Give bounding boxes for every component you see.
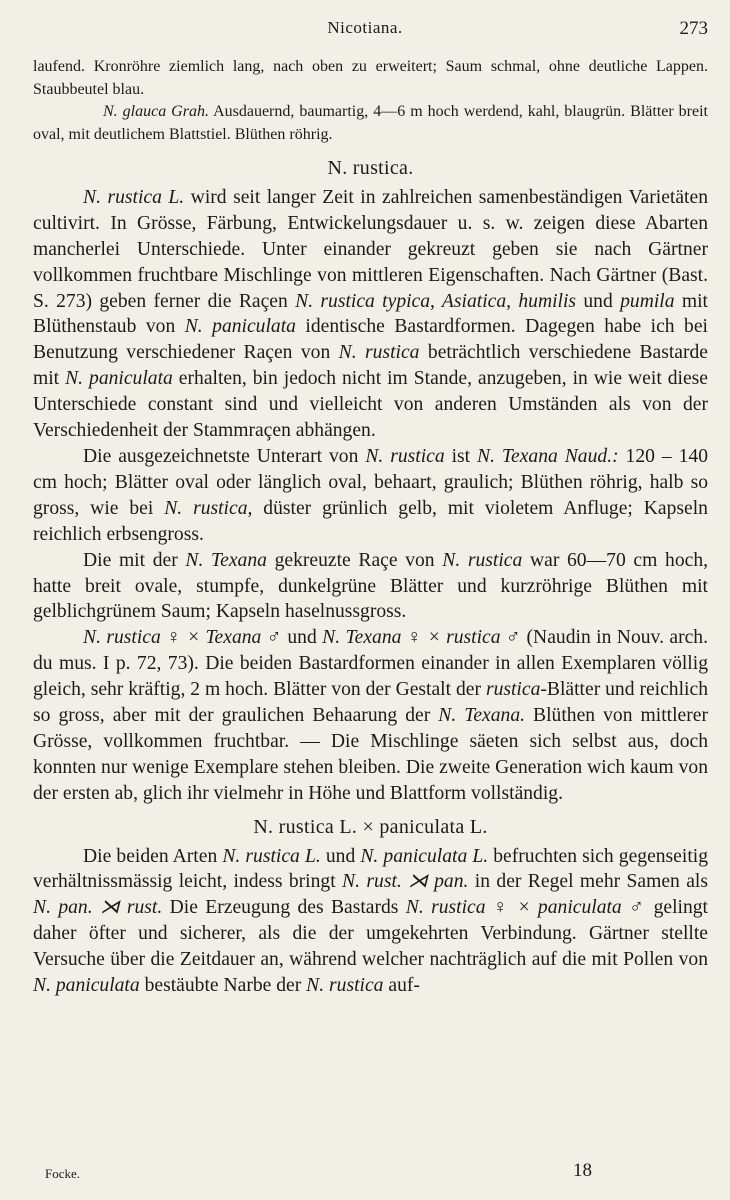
signature-mark: 18: [573, 1160, 592, 1181]
text: (Naudin in Nouv. arch. du mus. I p. 72, 73). Die beiden Bastardformen einander in allen Exemplaren völlig gleich, sehr kräftig, 2 m hoch. Blätter von der Gestalt der: [33, 627, 708, 701]
paragraph-2: [33, 444, 708, 548]
text: gekreuzte Raçe von: [266, 549, 443, 571]
text: ist: [444, 445, 478, 467]
page-header: [0, 14, 730, 44]
italic-text: rustica: [485, 679, 541, 701]
italic-text: N. Texana Naud.:: [477, 445, 619, 467]
italic-text: N. pan. ⋊ rust.: [33, 897, 163, 919]
text: Die ausgezeichnetste Unterart von: [83, 445, 366, 467]
italic-text: N. rustica L.: [83, 186, 185, 208]
text: -Blätter und reichlich so gross, aber mit der graulichen Behaarung der: [33, 679, 708, 727]
text: und: [281, 627, 323, 649]
paragraph-4: [33, 625, 708, 806]
italic-text: N. Texana: [185, 549, 267, 571]
text: wird seit langer Zeit in zahlreichen samenbeständigen Varietäten cultivirt. In Grösse, Färbung, Entwickelungsdauer u. s. w. zeigen diese Abarten mancherlei Unterschiede. Unter einander gekreuzt geben sie nach Gärtner vollkommen fruchtbare Mischlinge von mittleren Eigenschaften. Nach Gärtner (Bast. S. 273) geben ferner die Raçen: [33, 186, 708, 312]
text: und: [320, 845, 361, 867]
text: Die mit der: [83, 549, 186, 571]
italic-text: N. rustica: [365, 445, 445, 467]
italic-text: N. rustica: [338, 342, 420, 364]
paragraph-3: [33, 548, 708, 626]
italic-text: N. rustica ♀ × Texana ♂: [83, 627, 282, 649]
text: mit Blüthenstaub von: [33, 290, 709, 338]
paragraph-1: [33, 185, 708, 444]
small-paragraph-2: [33, 101, 708, 146]
species-name: N. glauca Grah.: [103, 103, 209, 120]
italic-text: N. rustica,: [164, 497, 253, 519]
text: war 60—70 cm hoch, hatte breit ovale, stumpfe, dunkelgrüne Blätter und kurzröhrige Blüthen mit gelblichgrünem Saum; Kapseln haselnussgross.: [33, 549, 709, 623]
paragraph-5: [33, 844, 708, 999]
text: erhalten, bin jedoch nicht im Stande, anzugeben, in wie weit diese Unterschiede constant sind und vielleicht von anderen Umständen als von der Verschiedenheit der Stammraçen abhängen.: [33, 368, 708, 442]
text: düster grünlich gelb, mit violetem Anfluge; Kapseln reichlich erbsengross.: [33, 497, 708, 545]
running-title: Nicotiana.: [327, 18, 403, 37]
text: Blüthen von mittlerer Grösse, vollkommen fruchtbar. — Die Mischlinge säeten sich selbst aus, doch konnten nur wenige Exemplare stehen bleiben. Die zweite Generation wich kaum von der ersten ab, glich ihr vielmehr in Höhe und Blattform vollständig.: [33, 705, 708, 804]
footer-author: Focke.: [45, 1166, 81, 1181]
italic-text: pumila: [620, 290, 675, 312]
italic-text: N. paniculata: [184, 316, 296, 338]
text: Die Erzeugung des Bastards: [162, 897, 406, 919]
small-print-block: [33, 56, 708, 146]
text: und: [576, 290, 621, 312]
text: in der Regel mehr Samen als: [468, 871, 708, 893]
italic-text: N. rust. ⋊ pan.: [342, 871, 469, 893]
page-number: 273: [679, 18, 708, 39]
main-text: [33, 156, 708, 999]
italic-text: N. paniculata: [33, 975, 140, 997]
section-heading-rustica: N. rustica.: [327, 157, 414, 179]
text: befruchten sich gegenseitig verhältnissmässig leicht, indess bringt: [33, 845, 709, 893]
italic-text: N. paniculata: [65, 368, 173, 390]
italic-text: N. paniculata L.: [360, 845, 489, 867]
text: 120 – 140 cm hoch; Blätter oval oder länglich oval, behaart, graulich; Blüthen röhrig, halb so gross, wie bei: [33, 445, 708, 519]
text: beträchtlich verschiedene Bastarde mit: [33, 342, 708, 390]
italic-text: N. rustica ♀ × paniculata ♂: [405, 897, 647, 919]
italic-text: N. Texana.: [438, 705, 526, 727]
text: bestäubte Narbe der: [139, 975, 307, 997]
text: Die beiden Arten: [83, 845, 223, 867]
italic-text: N. rustica: [306, 975, 384, 997]
section-heading-hybrid: N. rustica L. × paniculata L.: [253, 815, 488, 838]
small-paragraph-2-text: Ausdauernd, baumartig, 4—6 m hoch werdend, kahl, blaugrün. Blätter breit oval, mit deutlichem Blattstiel. Blüthen röhrig.: [33, 103, 708, 143]
page-footer: [33, 1160, 708, 1190]
text: identische Bastardformen. Dagegen habe ich bei Benutzung verschiedener Raçen von: [33, 316, 708, 364]
italic-text: N. rustica L.: [222, 845, 321, 867]
italic-text: N. rustica typica, Asiatica, humilis: [295, 290, 577, 312]
text: gelingt daher öfter und sicherer, als die der umgekehrten Verbindung. Gärtner stellte Versuche über die Zeitdauer an, während welcher nachträglich auf die mit Pollen von: [33, 897, 708, 971]
italic-text: N. rustica: [442, 549, 523, 571]
text: auf-: [383, 975, 420, 997]
italic-text: N. Texana ♀ × rustica ♂: [322, 627, 522, 649]
small-paragraph-1: laufend. Kronröhre ziemlich lang, nach oben zu erweitert; Saum schmal, ohne deutliche Lappen. Staubbeutel blau.: [33, 58, 708, 98]
